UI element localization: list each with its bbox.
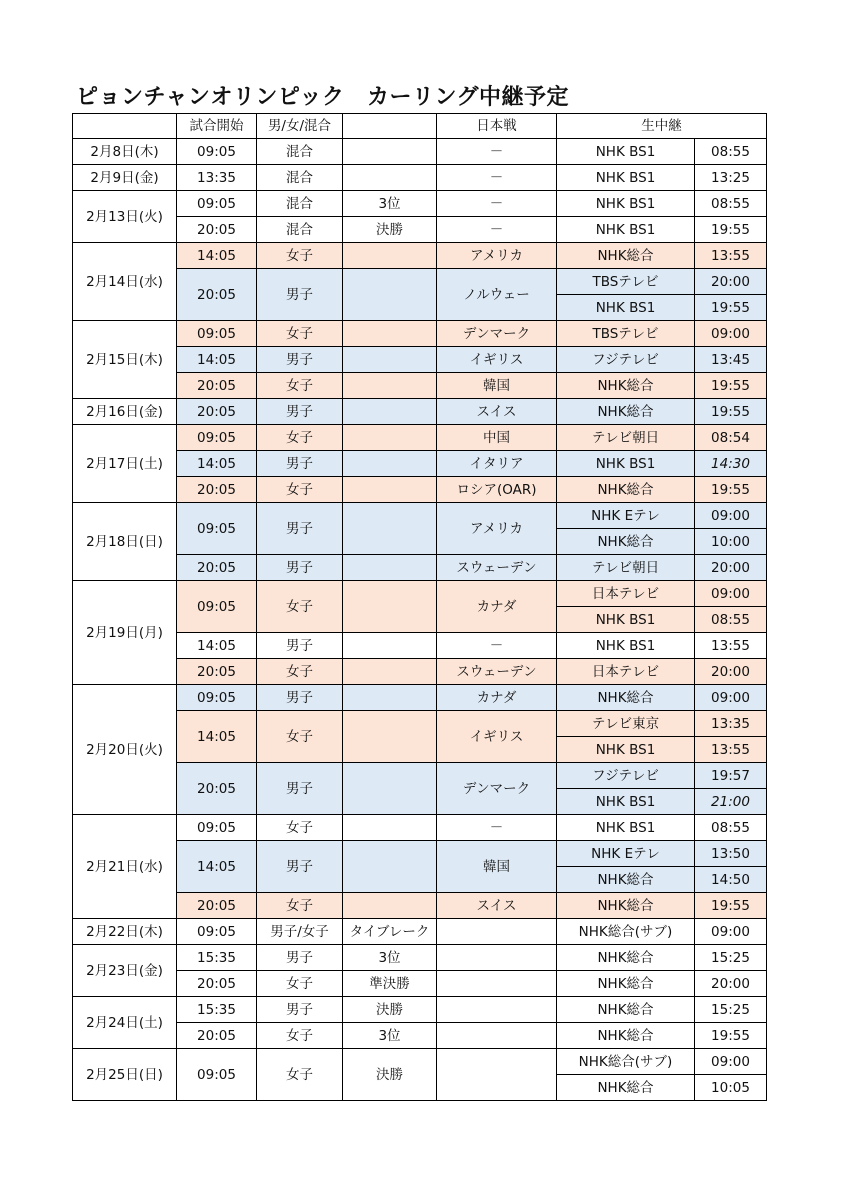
stage-cell: 決勝 — [343, 217, 437, 243]
opponent-cell — [437, 1049, 557, 1101]
gender-cell: 混合 — [257, 139, 343, 165]
gender-cell: 女子 — [257, 815, 343, 841]
gender-cell: 男子 — [257, 997, 343, 1023]
broadcast-time-cell: 09:00 — [695, 1049, 767, 1075]
gender-cell: 混合 — [257, 165, 343, 191]
channel-cell: 日本テレビ — [557, 581, 695, 607]
broadcast-time-cell: 13:45 — [695, 347, 767, 373]
channel-cell: NHK総合 — [557, 373, 695, 399]
channel-cell: NHK総合 — [557, 893, 695, 919]
stage-cell — [343, 321, 437, 347]
broadcast-time-cell: 09:00 — [695, 321, 767, 347]
opponent-cell: ノルウェー — [437, 269, 557, 321]
broadcast-time-cell: 19:55 — [695, 217, 767, 243]
opponent-cell: 韓国 — [437, 373, 557, 399]
stage-cell — [343, 477, 437, 503]
opponent-cell — [437, 997, 557, 1023]
gender-cell: 男子 — [257, 841, 343, 893]
start-time-cell: 14:05 — [177, 347, 257, 373]
gender-cell: 男子 — [257, 269, 343, 321]
opponent-cell: － — [437, 217, 557, 243]
table-row — [73, 1049, 767, 1075]
broadcast-time-cell: 15:25 — [695, 945, 767, 971]
opponent-cell: イギリス — [437, 711, 557, 763]
broadcast-time-cell: 19:55 — [695, 477, 767, 503]
table-row — [73, 893, 767, 919]
broadcast-time-cell: 08:55 — [695, 815, 767, 841]
opponent-cell: スウェーデン — [437, 659, 557, 685]
channel-cell: フジテレビ — [557, 347, 695, 373]
start-time-cell: 20:05 — [177, 763, 257, 815]
channel-cell: NHK総合 — [557, 1023, 695, 1049]
gender-cell: 女子 — [257, 373, 343, 399]
channel-cell: テレビ朝日 — [557, 425, 695, 451]
date-cell: 2月25日(日) — [73, 1049, 177, 1101]
channel-cell: NHK総合 — [557, 685, 695, 711]
broadcast-time-cell: 20:00 — [695, 555, 767, 581]
broadcast-time-cell: 10:05 — [695, 1075, 767, 1101]
broadcast-time-cell: 08:55 — [695, 607, 767, 633]
channel-cell: NHK総合 — [557, 529, 695, 555]
stage-cell — [343, 555, 437, 581]
start-time-cell: 20:05 — [177, 269, 257, 321]
channel-cell: NHK BS1 — [557, 737, 695, 763]
broadcast-time-cell: 09:00 — [695, 503, 767, 529]
opponent-cell: 中国 — [437, 425, 557, 451]
gender-cell: 男子 — [257, 399, 343, 425]
start-time-cell: 09:05 — [177, 139, 257, 165]
table-row — [73, 269, 767, 295]
channel-cell: テレビ東京 — [557, 711, 695, 737]
channel-cell: NHK総合 — [557, 399, 695, 425]
broadcast-time-cell: 19:55 — [695, 295, 767, 321]
gender-cell: 男子 — [257, 503, 343, 555]
channel-cell: NHK総合 — [557, 997, 695, 1023]
date-cell: 2月8日(木) — [73, 139, 177, 165]
table-row — [73, 841, 767, 867]
opponent-cell: カナダ — [437, 685, 557, 711]
table-row — [73, 373, 767, 399]
opponent-cell: スイス — [437, 893, 557, 919]
broadcast-time-cell: 09:00 — [695, 919, 767, 945]
channel-cell: NHK総合 — [557, 243, 695, 269]
stage-cell — [343, 685, 437, 711]
channel-cell: TBSテレビ — [557, 269, 695, 295]
start-time-cell: 09:05 — [177, 503, 257, 555]
channel-cell: NHK BS1 — [557, 815, 695, 841]
start-time-cell: 20:05 — [177, 1023, 257, 1049]
gender-cell: 女子 — [257, 1049, 343, 1101]
table-row — [73, 581, 767, 607]
opponent-cell — [437, 971, 557, 997]
opponent-cell: アメリカ — [437, 243, 557, 269]
opponent-cell: デンマーク — [437, 763, 557, 815]
broadcast-time-cell: 19:55 — [695, 399, 767, 425]
date-cell: 2月19日(月) — [73, 581, 177, 685]
stage-cell — [343, 659, 437, 685]
channel-cell: NHK総合 — [557, 1075, 695, 1101]
channel-cell: NHK BS1 — [557, 607, 695, 633]
channel-cell: NHK総合 — [557, 971, 695, 997]
start-time-cell: 20:05 — [177, 217, 257, 243]
date-cell: 2月24日(土) — [73, 997, 177, 1049]
table-row — [73, 399, 767, 425]
stage-cell — [343, 347, 437, 373]
table-row — [73, 997, 767, 1023]
broadcast-time-cell: 19:55 — [695, 893, 767, 919]
channel-cell: NHK総合 — [557, 867, 695, 893]
header-stage — [343, 114, 437, 139]
opponent-cell: － — [437, 139, 557, 165]
header-date — [73, 114, 177, 139]
stage-cell — [343, 399, 437, 425]
stage-cell — [343, 711, 437, 763]
broadcast-time-cell: 14:30 — [695, 451, 767, 477]
start-time-cell: 20:05 — [177, 893, 257, 919]
date-cell: 2月23日(金) — [73, 945, 177, 997]
header-gender: 男/女/混合 — [257, 114, 343, 139]
broadcast-time-cell: 15:25 — [695, 997, 767, 1023]
channel-cell: NHK BS1 — [557, 217, 695, 243]
start-time-cell: 20:05 — [177, 659, 257, 685]
stage-cell — [343, 581, 437, 633]
opponent-cell: デンマーク — [437, 321, 557, 347]
channel-cell: NHK総合 — [557, 945, 695, 971]
channel-cell: NHK BS1 — [557, 191, 695, 217]
stage-cell: 3位 — [343, 945, 437, 971]
start-time-cell: 09:05 — [177, 321, 257, 347]
table-row — [73, 815, 767, 841]
broadcast-time-cell: 08:54 — [695, 425, 767, 451]
start-time-cell: 14:05 — [177, 711, 257, 763]
channel-cell: TBSテレビ — [557, 321, 695, 347]
stage-cell — [343, 763, 437, 815]
channel-cell: NHK BS1 — [557, 295, 695, 321]
stage-cell — [343, 269, 437, 321]
opponent-cell: － — [437, 633, 557, 659]
stage-cell — [343, 373, 437, 399]
table-row — [73, 711, 767, 737]
page-title: ピョンチャンオリンピック カーリング中継予定 — [76, 85, 570, 110]
table-row — [73, 139, 767, 165]
start-time-cell: 09:05 — [177, 581, 257, 633]
gender-cell: 女子 — [257, 581, 343, 633]
table-row — [73, 477, 767, 503]
start-time-cell: 20:05 — [177, 399, 257, 425]
table-row — [73, 191, 767, 217]
table-row — [73, 347, 767, 373]
gender-cell: 男子 — [257, 555, 343, 581]
channel-cell: NHK BS1 — [557, 789, 695, 815]
stage-cell — [343, 243, 437, 269]
broadcast-time-cell: 20:00 — [695, 659, 767, 685]
broadcast-time-cell: 13:25 — [695, 165, 767, 191]
date-cell: 2月20日(火) — [73, 685, 177, 815]
stage-cell: タイブレーク — [343, 919, 437, 945]
table-row — [73, 659, 767, 685]
broadcast-time-cell: 08:55 — [695, 191, 767, 217]
broadcast-time-cell: 19:57 — [695, 763, 767, 789]
broadcast-time-cell: 20:00 — [695, 269, 767, 295]
opponent-cell: 韓国 — [437, 841, 557, 893]
date-cell: 2月9日(金) — [73, 165, 177, 191]
stage-cell: 3位 — [343, 1023, 437, 1049]
table-row — [73, 243, 767, 269]
channel-cell: NHK BS1 — [557, 139, 695, 165]
stage-cell: 準決勝 — [343, 971, 437, 997]
start-time-cell: 14:05 — [177, 841, 257, 893]
stage-cell — [343, 633, 437, 659]
stage-cell — [343, 841, 437, 893]
stage-cell: 決勝 — [343, 997, 437, 1023]
start-time-cell: 14:05 — [177, 243, 257, 269]
channel-cell: NHK BS1 — [557, 451, 695, 477]
gender-cell: 男子 — [257, 451, 343, 477]
broadcast-time-cell: 19:55 — [695, 373, 767, 399]
header-row — [73, 114, 767, 139]
start-time-cell: 14:05 — [177, 451, 257, 477]
opponent-cell: スウェーデン — [437, 555, 557, 581]
stage-cell — [343, 893, 437, 919]
date-cell: 2月16日(金) — [73, 399, 177, 425]
channel-cell: NHK総合(サブ) — [557, 1049, 695, 1075]
header-japan: 日本戦 — [437, 114, 557, 139]
gender-cell: 男子 — [257, 633, 343, 659]
gender-cell: 男子/女子 — [257, 919, 343, 945]
date-cell: 2月15日(木) — [73, 321, 177, 399]
opponent-cell: アメリカ — [437, 503, 557, 555]
schedule-table — [72, 113, 767, 1101]
broadcast-time-cell: 13:35 — [695, 711, 767, 737]
table-row — [73, 503, 767, 529]
table-row — [73, 763, 767, 789]
broadcast-time-cell: 09:00 — [695, 581, 767, 607]
start-time-cell: 15:35 — [177, 945, 257, 971]
broadcast-time-cell: 13:55 — [695, 243, 767, 269]
table-row — [73, 919, 767, 945]
channel-cell: フジテレビ — [557, 763, 695, 789]
opponent-cell: イギリス — [437, 347, 557, 373]
start-time-cell: 09:05 — [177, 685, 257, 711]
gender-cell: 混合 — [257, 191, 343, 217]
broadcast-time-cell: 19:55 — [695, 1023, 767, 1049]
gender-cell: 女子 — [257, 477, 343, 503]
opponent-cell: ロシア(OAR) — [437, 477, 557, 503]
stage-cell — [343, 165, 437, 191]
channel-cell: NHK総合(サブ) — [557, 919, 695, 945]
date-cell: 2月18日(日) — [73, 503, 177, 581]
opponent-cell — [437, 1023, 557, 1049]
start-time-cell: 09:05 — [177, 1049, 257, 1101]
stage-cell — [343, 139, 437, 165]
gender-cell: 男子 — [257, 685, 343, 711]
broadcast-time-cell: 13:55 — [695, 633, 767, 659]
start-time-cell: 20:05 — [177, 971, 257, 997]
start-time-cell: 20:05 — [177, 477, 257, 503]
gender-cell: 男子 — [257, 763, 343, 815]
opponent-cell: － — [437, 165, 557, 191]
gender-cell: 男子 — [257, 945, 343, 971]
channel-cell: NHK BS1 — [557, 633, 695, 659]
channel-cell: NHK Eテレ — [557, 503, 695, 529]
date-cell: 2月14日(水) — [73, 243, 177, 321]
gender-cell: 女子 — [257, 1023, 343, 1049]
start-time-cell: 13:35 — [177, 165, 257, 191]
opponent-cell: カナダ — [437, 581, 557, 633]
broadcast-time-cell: 13:55 — [695, 737, 767, 763]
header-live: 生中継 — [557, 114, 767, 139]
stage-cell — [343, 815, 437, 841]
start-time-cell: 20:05 — [177, 555, 257, 581]
opponent-cell: イタリア — [437, 451, 557, 477]
start-time-cell: 09:05 — [177, 815, 257, 841]
gender-cell: 女子 — [257, 425, 343, 451]
opponent-cell: － — [437, 191, 557, 217]
stage-cell — [343, 451, 437, 477]
table-row — [73, 217, 767, 243]
channel-cell: 日本テレビ — [557, 659, 695, 685]
table-row — [73, 633, 767, 659]
start-time-cell: 20:05 — [177, 373, 257, 399]
start-time-cell: 15:35 — [177, 997, 257, 1023]
broadcast-time-cell: 21:00 — [695, 789, 767, 815]
start-time-cell: 14:05 — [177, 633, 257, 659]
gender-cell: 女子 — [257, 971, 343, 997]
table-row — [73, 425, 767, 451]
start-time-cell: 09:05 — [177, 919, 257, 945]
broadcast-time-cell: 14:50 — [695, 867, 767, 893]
channel-cell: NHK BS1 — [557, 165, 695, 191]
table-row — [73, 321, 767, 347]
broadcast-time-cell: 10:00 — [695, 529, 767, 555]
broadcast-time-cell: 13:50 — [695, 841, 767, 867]
table-row — [73, 971, 767, 997]
start-time-cell: 09:05 — [177, 425, 257, 451]
date-cell: 2月17日(土) — [73, 425, 177, 503]
gender-cell: 混合 — [257, 217, 343, 243]
gender-cell: 女子 — [257, 711, 343, 763]
stage-cell: 決勝 — [343, 1049, 437, 1101]
table-row — [73, 555, 767, 581]
table-row — [73, 945, 767, 971]
channel-cell: テレビ朝日 — [557, 555, 695, 581]
gender-cell: 女子 — [257, 321, 343, 347]
opponent-cell — [437, 919, 557, 945]
opponent-cell: スイス — [437, 399, 557, 425]
table-row — [73, 685, 767, 711]
gender-cell: 女子 — [257, 893, 343, 919]
opponent-cell — [437, 945, 557, 971]
date-cell: 2月13日(火) — [73, 191, 177, 243]
table-row — [73, 1023, 767, 1049]
header-start: 試合開始 — [177, 114, 257, 139]
gender-cell: 女子 — [257, 659, 343, 685]
stage-cell: 3位 — [343, 191, 437, 217]
table-row — [73, 165, 767, 191]
date-cell: 2月22日(木) — [73, 919, 177, 945]
stage-cell — [343, 425, 437, 451]
date-cell: 2月21日(水) — [73, 815, 177, 919]
start-time-cell: 09:05 — [177, 191, 257, 217]
channel-cell: NHK総合 — [557, 477, 695, 503]
gender-cell: 男子 — [257, 347, 343, 373]
stage-cell — [343, 503, 437, 555]
broadcast-time-cell: 09:00 — [695, 685, 767, 711]
opponent-cell: － — [437, 815, 557, 841]
broadcast-time-cell: 20:00 — [695, 971, 767, 997]
broadcast-time-cell: 08:55 — [695, 139, 767, 165]
gender-cell: 女子 — [257, 243, 343, 269]
table-row — [73, 451, 767, 477]
channel-cell: NHK Eテレ — [557, 841, 695, 867]
